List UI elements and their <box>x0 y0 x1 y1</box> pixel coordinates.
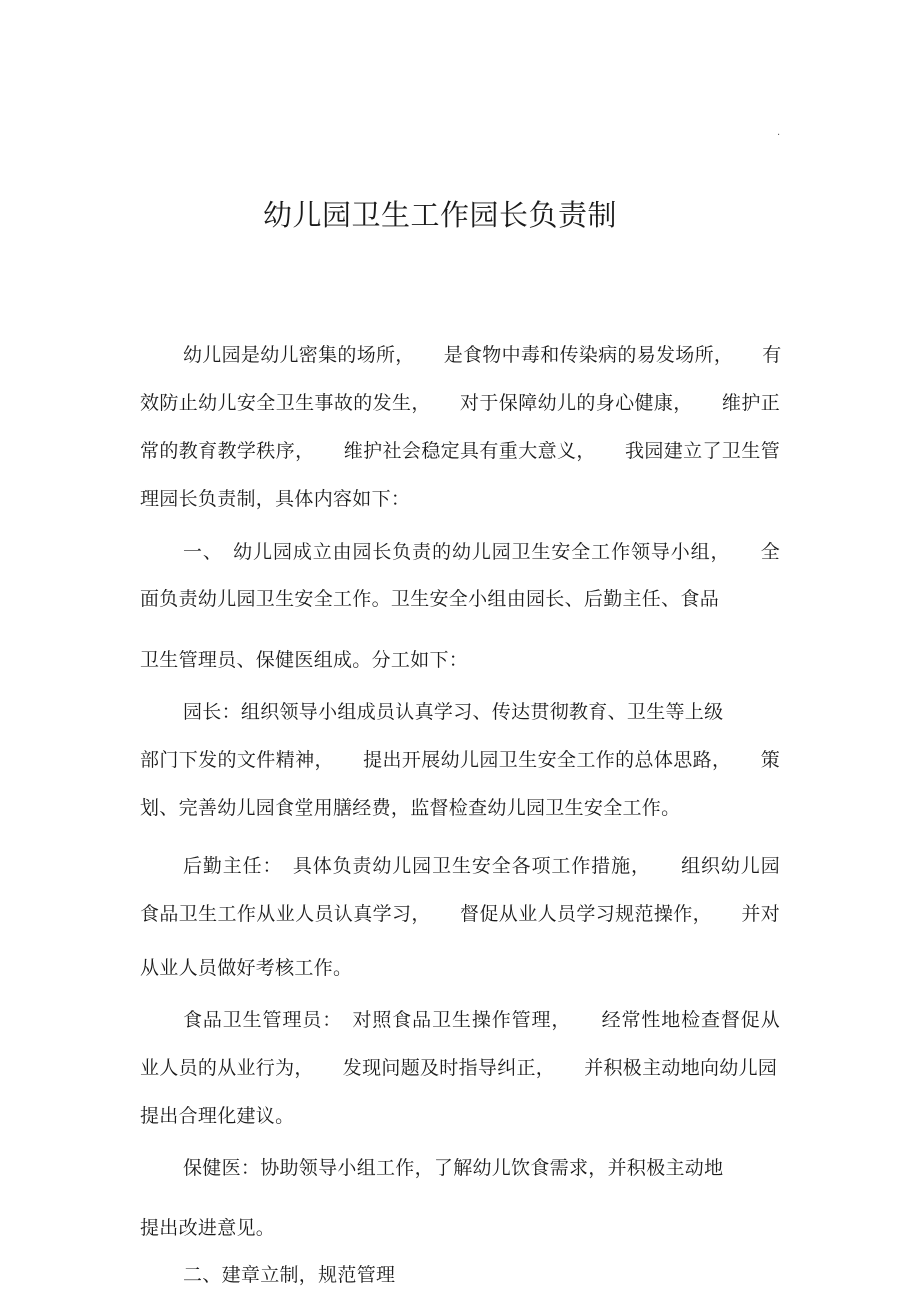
paragraph-line: 提出合理化建议。 <box>140 1105 295 1127</box>
paragraph-line: 后勤主任： 具体负责幼儿园卫生安全各项工作措施， 组织幼儿园 <box>183 855 780 877</box>
paragraph-line: 园长：组织领导小组成员认真学习、传达贯彻教育、卫生等上级 <box>183 701 724 723</box>
paragraph-line: 面负责幼儿园卫生安全工作。卫生安全小组由园长、后勤主任、食品 <box>140 588 720 610</box>
paragraph-line: 保健医：协助领导小组工作，了解幼儿饮食需求，并积极主动地 <box>183 1157 724 1179</box>
paragraph-line: 卫生管理员、保健医组成。分工如下： <box>140 649 469 671</box>
paragraph-line: 食品卫生管理员： 对照食品卫生操作管理， 经常性地检查督促从 <box>183 1009 780 1031</box>
paragraph-line: 划、完善幼儿园食堂用膳经费，监督检查幼儿园卫生安全工作。 <box>140 797 681 819</box>
paragraph-line: 提出改进意见。 <box>140 1217 276 1239</box>
section-heading: 二、建章立制，规范管理 <box>183 1264 396 1286</box>
paragraph-line: 效防止幼儿安全卫生事故的发生， 对于保障幼儿的身心健康， 维护正 <box>140 392 780 414</box>
paragraph-line: 食品卫生工作从业人员认真学习， 督促从业人员学习规范操作， 并对 <box>140 903 780 925</box>
paragraph-line: 部门下发的文件精神， 提出开展幼儿园卫生安全工作的总体思路， 策 <box>140 749 780 771</box>
paragraph-line: 理园长负责制，具体内容如下： <box>140 488 411 510</box>
page-mark: . <box>777 127 781 138</box>
paragraph-line: 幼儿园是幼儿密集的场所， 是食物中毒和传染病的易发场所， 有 <box>183 344 782 366</box>
document-title: 幼儿园卫生工作园长负责制 <box>262 198 617 232</box>
paragraph-line: 一、 幼儿园成立由园长负责的幼儿园卫生安全工作领导小组， 全 <box>183 541 780 563</box>
paragraph-line: 常的教育教学秩序， 维护社会稳定具有重大意义， 我园建立了卫生管 <box>140 440 780 462</box>
paragraph-line: 业人员的从业行为， 发现问题及时指导纠正， 并积极主动地向幼儿园 <box>140 1057 778 1079</box>
paragraph-line: 从业人员做好考核工作。 <box>140 957 353 979</box>
